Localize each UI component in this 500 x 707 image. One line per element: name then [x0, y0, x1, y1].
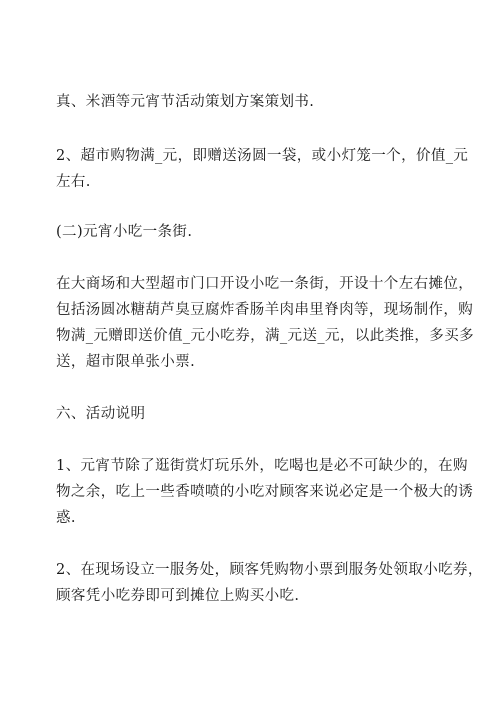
text-line: 2、在现场设立一服务处，顾客凭购物小票到服务处领取小吃券，: [56, 562, 483, 578]
text-line: 六、活动说明: [56, 406, 146, 422]
section-heading-6: [56, 401, 456, 427]
paragraph-2: [56, 143, 469, 195]
text-line: 顾客凭小吃券即可到摊位上购买小吃.: [56, 588, 300, 604]
text-line: 在大商场和大型超市门口开设小吃一条街，开设十个左右摊位，: [56, 276, 474, 292]
paragraph-5: [56, 557, 483, 609]
text-line: (二)元宵小吃一条街.: [56, 224, 193, 240]
text-line: 2、超市购物满_元，即赠送汤圆一袋，或小灯笼一个，价值_元: [56, 148, 469, 164]
paragraph-1: [56, 89, 456, 115]
section-heading-2: [56, 219, 456, 245]
paragraph-4: [56, 453, 474, 531]
text-line: 包括汤圆冰糖葫芦臭豆腐炸香肠羊肉串里脊肉等，现场制作，购: [56, 302, 474, 318]
paragraph-3: [56, 271, 474, 375]
text-line: 送，超市限单张小票.: [56, 354, 196, 370]
text-line: 惑.: [56, 510, 76, 526]
text-line: 物满_元赠即送价值_元小吃券，满_元送_元，以此类推，多买多: [56, 328, 474, 344]
text-line: 1、元宵节除了逛街赏灯玩乐外，吃喝也是必不可缺少的，在购: [56, 458, 468, 474]
text-line: 左右.: [56, 174, 91, 190]
text-line: 物之余，吃上一些香喷喷的小吃对顾客来说必定是一个极大的诱: [56, 484, 474, 500]
text-line: 真、米酒等元宵节活动策划方案策划书.: [56, 94, 315, 110]
